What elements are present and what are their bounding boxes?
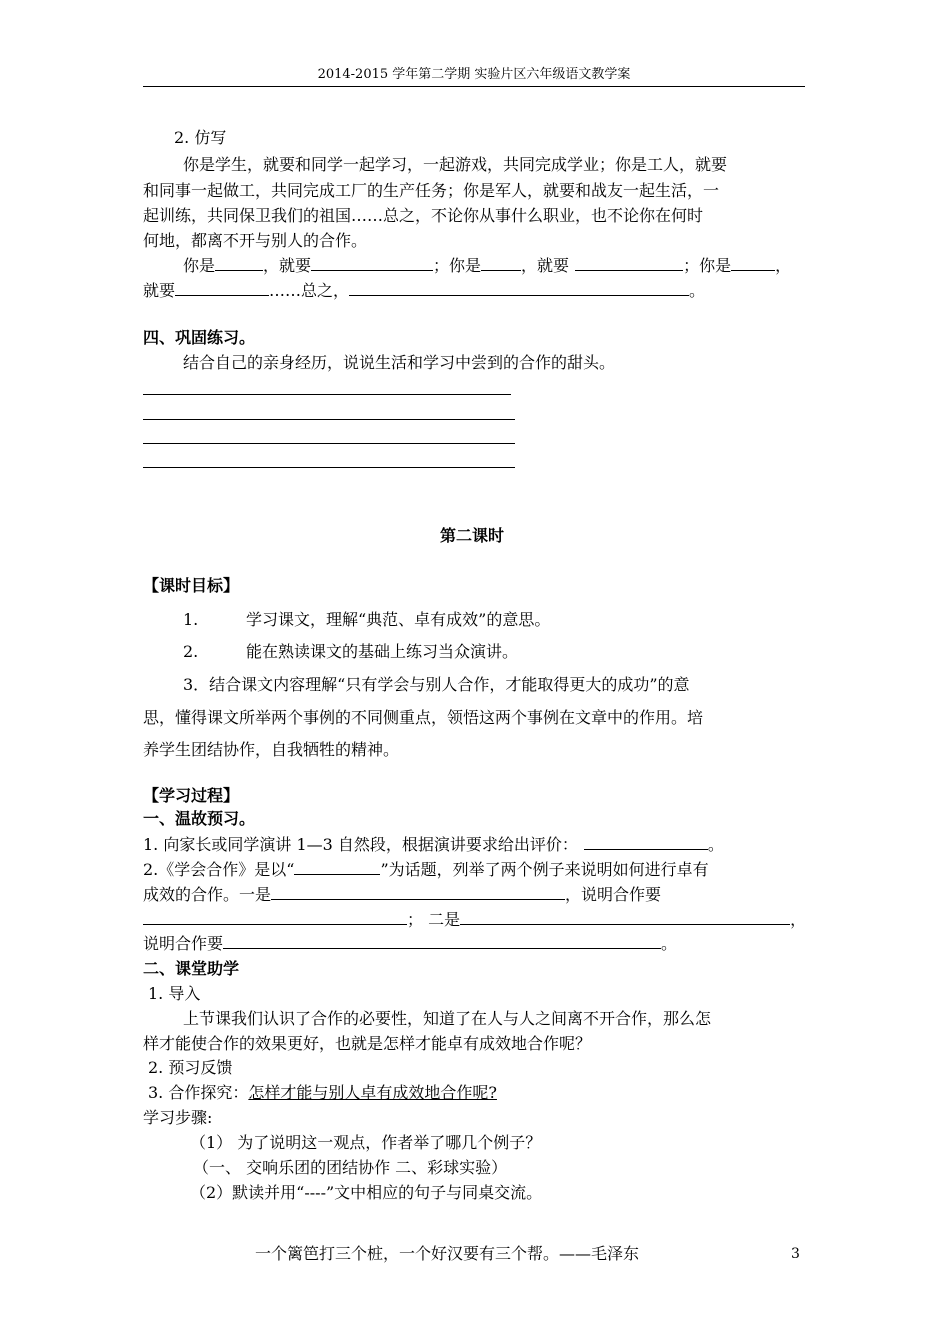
steps-heading: 学习步骤: — [143, 1108, 213, 1127]
answer-line[interactable] — [143, 467, 515, 468]
imitation-para-3: 起训练，共同保卫我们的祖国……总之，不论你从事什么职业，也不论你在何时 — [143, 206, 704, 225]
page-header — [143, 66, 805, 87]
process-heading: 【学习过程】 — [143, 786, 240, 805]
blank[interactable] — [143, 910, 407, 925]
imitation-para-1: 你是学生，就要和同学一起学习，一起游戏，共同完成学业；你是工人，就要 — [183, 155, 728, 174]
blank[interactable] — [460, 910, 790, 925]
page-number: 3 — [791, 1246, 800, 1262]
goal-3-line-3: 养学生团结协作，自我牺牲的精神。 — [143, 740, 400, 759]
step-3-question: 怎样才能与别人卓有成效地合作呢? — [248, 1083, 497, 1102]
goal-1: 学习课文，理解“典范、卓有成效”的意思。 — [246, 610, 551, 629]
class-heading: 二、课堂助学 — [143, 959, 240, 978]
section4-prompt: 结合自己的亲身经历，说说生活和学习中尝到的合作的甜头。 — [183, 353, 616, 372]
blank[interactable] — [481, 256, 521, 271]
header-title: 2014-2015 学年第二学期 实验片区六年级语文教学案 — [317, 67, 631, 82]
blank[interactable] — [223, 934, 661, 949]
step-2: 2. 预习反馈 — [148, 1058, 233, 1077]
step-1: 1. 导入 — [148, 984, 201, 1003]
imitation-heading: 2. 仿写 — [174, 128, 227, 147]
goal-3-line-2: 思，懂得课文所举两个事例的不同侧重点，领悟这两个事例在文章中的作用。培 — [143, 708, 704, 727]
blank[interactable] — [215, 256, 263, 271]
review-item-2-line-4: 说明合作要 。 — [143, 934, 678, 953]
question-2: （2）默读并用“----”文中相应的句子与同桌交流。 — [190, 1183, 543, 1202]
review-item-2-line-3: ； 二是 ， — [143, 910, 806, 930]
blank[interactable] — [294, 860, 380, 875]
answer-line[interactable] — [143, 443, 515, 444]
blank[interactable] — [175, 281, 269, 296]
review-item-2-line-2: 成效的合作。一是 ，说明合作要 — [143, 885, 662, 904]
imitation-fill-line-1: 你是 ，就要 ；你是 ，就要 ；你是 ， — [183, 256, 792, 275]
imitation-fill-line-2: 就要 ……总之， 。 — [143, 281, 706, 300]
imitation-para-4: 何地，都离不开与别人的合作。 — [143, 231, 368, 250]
goal-3-line-1: 3．结合课文内容理解“只有学会与别人合作，才能取得更大的成功”的意 — [183, 675, 690, 694]
blank[interactable] — [575, 256, 683, 271]
blank[interactable] — [311, 256, 433, 271]
step-3: 3. 合作探究：怎样才能与别人卓有成效地合作呢? — [148, 1083, 497, 1102]
imitation-para-2: 和同事一起做工，共同完成工厂的生产任务；你是军人，就要和战友一起生活，一 — [143, 181, 720, 200]
review-item-2-line-1: 2.《学会合作》是以“ ”为话题，列举了两个例子来说明如何进行卓有 — [143, 860, 709, 879]
goals-heading: 【课时目标】 — [143, 576, 240, 595]
section4-heading: 四、巩固练习。 — [143, 328, 256, 347]
goal-1-number: 1. — [183, 610, 199, 629]
answer-line[interactable] — [143, 394, 511, 395]
intro-line-2: 样才能使合作的效果更好，也就是怎样才能卓有成效地合作呢？ — [143, 1034, 592, 1053]
blank[interactable] — [584, 835, 708, 850]
blank[interactable] — [349, 281, 689, 296]
goal-2-number: 2. — [183, 642, 199, 661]
question-1: （1） 为了说明这一观点，作者举了哪几个例子？ — [190, 1133, 542, 1152]
footer-quote: 一个篱笆打三个桩，一个好汉要有三个帮。——毛泽东 — [255, 1244, 640, 1263]
blank[interactable] — [731, 256, 775, 271]
review-heading: 一、温故预习。 — [143, 809, 256, 828]
blank[interactable] — [271, 885, 565, 900]
review-item-1: 1. 向家长或同学演讲 1—3 自然段，根据演讲要求给出评价： 。 — [143, 835, 724, 854]
question-1-answer: （一、 交响乐团的团结协作 二、彩球实验） — [193, 1158, 508, 1177]
lesson-title: 第二课时 — [440, 526, 505, 545]
intro-line-1: 上节课我们认识了合作的必要性，知道了在人与人之间离不开合作，那么怎 — [183, 1009, 712, 1028]
goal-2: 能在熟读课文的基础上练习当众演讲。 — [246, 642, 519, 661]
answer-line[interactable] — [143, 419, 515, 420]
